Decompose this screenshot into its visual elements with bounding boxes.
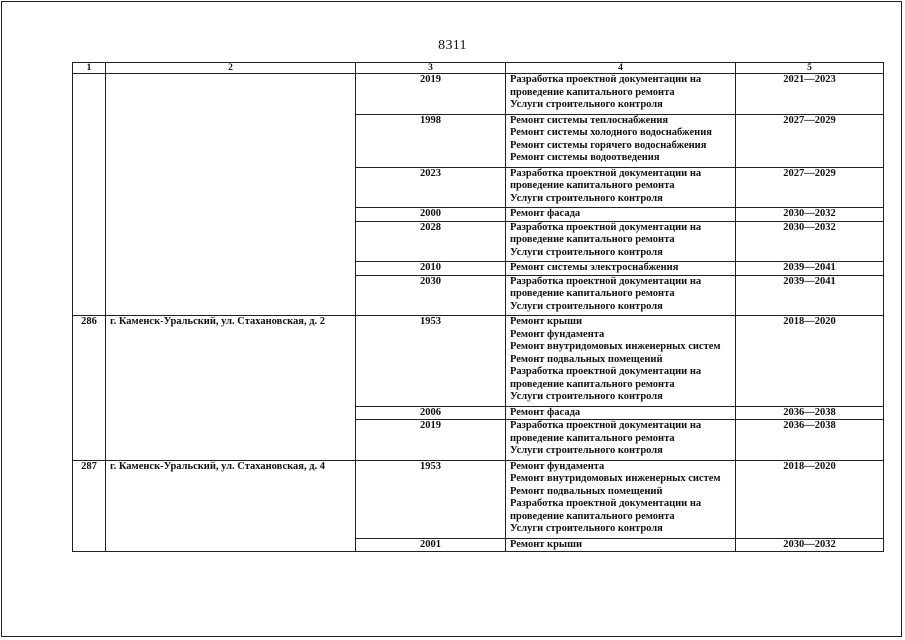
work-item: проведение капитального ремонта <box>510 234 675 245</box>
work-item: Ремонт системы горячего водоснабжения <box>510 139 707 151</box>
work-item: Услуги строительного контроля <box>510 246 663 258</box>
period-cell: 2027—2029 <box>736 114 884 167</box>
works-cell <box>506 316 736 407</box>
works-cell <box>506 460 736 538</box>
year-cell: 2010 <box>356 262 506 276</box>
page-number: 8311 <box>438 38 467 53</box>
period-cell: 2027—2029 <box>736 167 884 208</box>
works-cell <box>506 420 736 461</box>
work-item: Ремонт системы электроснабжения <box>510 262 679 273</box>
work-item: Услуги строительного контроля <box>510 445 663 456</box>
work-item: Ремонт подвальных помещений <box>510 485 663 497</box>
works-cell <box>506 538 736 552</box>
works-cell <box>506 262 736 276</box>
header-cell-5: 5 <box>736 63 884 74</box>
year-cell: 2006 <box>356 406 506 420</box>
address-cell <box>106 74 356 316</box>
work-item: проведение капитального ремонта <box>510 378 675 390</box>
work-item: Разработка проектной документации на <box>510 275 702 287</box>
period-cell: 2018—2020 <box>736 316 884 407</box>
period-cell: 2030—2032 <box>736 208 884 222</box>
work-item: Ремонт фундамента <box>510 328 605 340</box>
year-cell: 2001 <box>356 538 506 552</box>
works-cell <box>506 406 736 420</box>
year-cell: 1953 <box>356 460 506 538</box>
table-row <box>73 316 884 407</box>
work-item: проведение капитального ремонта <box>510 288 675 299</box>
table-row <box>73 74 884 115</box>
table-row <box>73 460 884 538</box>
period-cell: 2030—2032 <box>736 221 884 262</box>
period-cell: 2018—2020 <box>736 460 884 538</box>
work-item: Ремонт крыши <box>510 316 583 327</box>
work-item: Ремонт крыши <box>510 538 583 550</box>
period-cell: 2030—2032 <box>736 538 884 552</box>
work-item: Ремонт системы холодного водоснабжения <box>510 127 712 138</box>
year-cell: 2019 <box>356 74 506 115</box>
work-item: Разработка проектной документации на <box>510 420 702 431</box>
work-item: проведение капитального ремонта <box>510 86 675 98</box>
work-item: Разработка проектной документации на <box>510 498 702 509</box>
works-cell <box>506 208 736 222</box>
work-item: Ремонт подвальных помещений <box>510 353 663 365</box>
item-number: 287 <box>73 460 106 552</box>
work-item: Услуги строительного контроля <box>510 523 663 534</box>
period-cell: 2039—2041 <box>736 275 884 316</box>
year-cell: 2000 <box>356 208 506 222</box>
item-number <box>73 74 106 316</box>
work-item: Ремонт системы водоотведения <box>510 152 660 163</box>
year-cell: 1998 <box>356 114 506 167</box>
register-table <box>72 62 884 552</box>
work-item: Услуги строительного контроля <box>510 391 663 402</box>
header-cell-3: 3 <box>356 63 506 74</box>
period-cell: 2036—2038 <box>736 406 884 420</box>
item-number: 286 <box>73 316 106 461</box>
year-cell: 2030 <box>356 275 506 316</box>
period-cell: 2021—2023 <box>736 74 884 115</box>
works-cell <box>506 167 736 208</box>
header-row <box>73 63 884 74</box>
work-item: Ремонт системы теплоснабжения <box>510 114 669 126</box>
work-item: Разработка проектной документации на <box>510 366 702 377</box>
work-item: Услуги строительного контроля <box>510 192 663 204</box>
year-cell: 1953 <box>356 316 506 407</box>
work-item: Услуги строительного контроля <box>510 300 663 312</box>
work-item: проведение капитального ремонта <box>510 510 675 522</box>
period-cell: 2036—2038 <box>736 420 884 461</box>
header-cell-2: 2 <box>106 63 356 74</box>
work-item: Ремонт внутридомовых инженерных систем <box>510 341 721 352</box>
work-item: Ремонт фасада <box>510 208 581 219</box>
work-item: Разработка проектной документации на <box>510 167 702 179</box>
header-cell-1: 1 <box>73 63 106 74</box>
work-item: Разработка проектной документации на <box>510 74 702 85</box>
works-cell <box>506 74 736 115</box>
works-cell <box>506 275 736 316</box>
work-item: Ремонт фундамента <box>510 460 605 472</box>
work-item: Ремонт фасада <box>510 406 581 418</box>
work-item: проведение капитального ремонта <box>510 180 675 191</box>
header-cell-4: 4 <box>506 63 736 74</box>
work-item: Разработка проектной документации на <box>510 221 702 233</box>
work-item: проведение капитального ремонта <box>510 432 675 444</box>
works-cell <box>506 114 736 167</box>
works-cell <box>506 221 736 262</box>
work-item: Ремонт внутридомовых инженерных систем <box>510 473 721 484</box>
year-cell: 2023 <box>356 167 506 208</box>
address-cell: г. Каменск-Уральский, ул. Стахановская, д. 4 <box>106 460 356 552</box>
period-cell: 2039—2041 <box>736 262 884 276</box>
year-cell: 2019 <box>356 420 506 461</box>
address-cell: г. Каменск-Уральский, ул. Стахановская, д. 2 <box>106 316 356 461</box>
year-cell: 2028 <box>356 221 506 262</box>
work-item: Услуги строительного контроля <box>510 99 663 110</box>
